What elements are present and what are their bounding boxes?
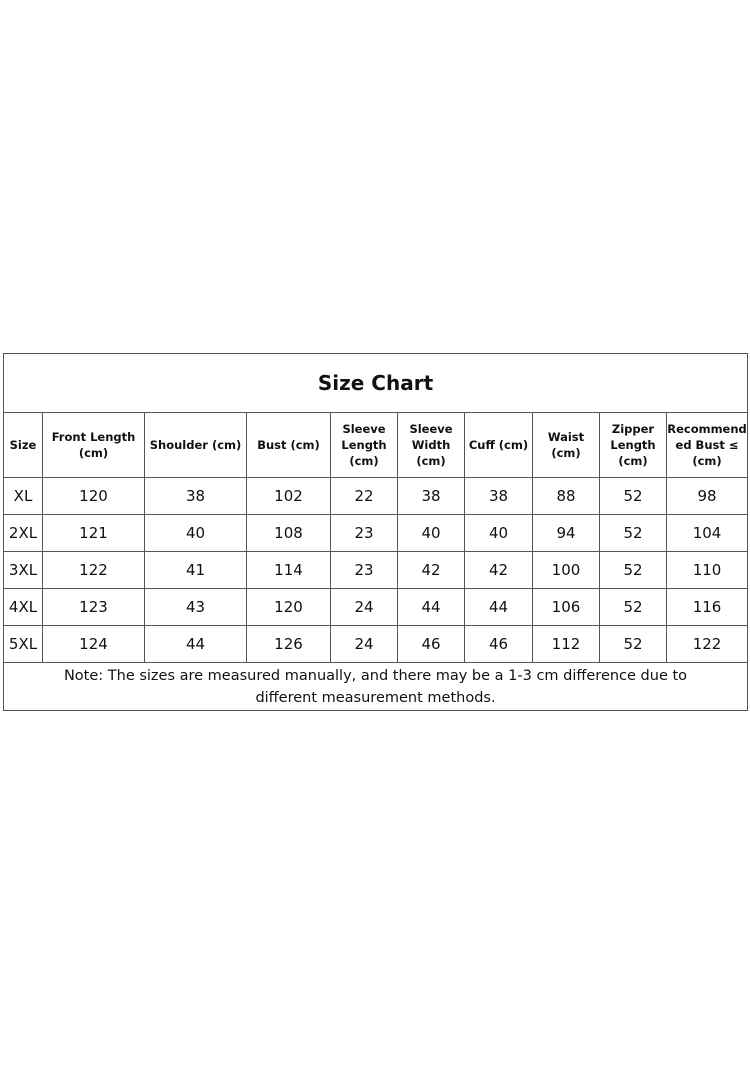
table-cell: 108 bbox=[247, 515, 331, 552]
table-cell: 120 bbox=[43, 478, 145, 515]
column-header: Size bbox=[4, 413, 43, 478]
table-cell: 104 bbox=[667, 515, 748, 552]
table-cell: 88 bbox=[533, 478, 600, 515]
table-cell: 98 bbox=[667, 478, 748, 515]
column-header: Sleeve Length (cm) bbox=[331, 413, 398, 478]
size-label-cell: 2XL bbox=[4, 515, 43, 552]
table-cell: 42 bbox=[465, 552, 533, 589]
note-row bbox=[4, 663, 748, 711]
column-header: Shoulder (cm) bbox=[145, 413, 247, 478]
table-row bbox=[4, 626, 748, 663]
table-cell: 124 bbox=[43, 626, 145, 663]
table-cell: 41 bbox=[145, 552, 247, 589]
table-cell: 121 bbox=[43, 515, 145, 552]
table-row bbox=[4, 478, 748, 515]
table-row bbox=[4, 589, 748, 626]
size-label-cell: 3XL bbox=[4, 552, 43, 589]
table-cell: 38 bbox=[398, 478, 465, 515]
table-cell: 52 bbox=[600, 478, 667, 515]
table-cell: 122 bbox=[43, 552, 145, 589]
table-cell: 40 bbox=[398, 515, 465, 552]
column-header: Recommend ed Bust ≤ (cm) bbox=[667, 413, 748, 478]
table-cell: 24 bbox=[331, 589, 398, 626]
table-cell: 106 bbox=[533, 589, 600, 626]
table-cell: 122 bbox=[667, 626, 748, 663]
table-cell: 52 bbox=[600, 552, 667, 589]
table-cell: 46 bbox=[398, 626, 465, 663]
chart-title: Size Chart bbox=[4, 354, 748, 413]
table-cell: 102 bbox=[247, 478, 331, 515]
table-cell: 23 bbox=[331, 515, 398, 552]
size-label-cell: 4XL bbox=[4, 589, 43, 626]
table-cell: 44 bbox=[398, 589, 465, 626]
table-cell: 40 bbox=[465, 515, 533, 552]
table-cell: 52 bbox=[600, 626, 667, 663]
column-header: Front Length (cm) bbox=[43, 413, 145, 478]
header-row bbox=[4, 413, 748, 478]
table-cell: 120 bbox=[247, 589, 331, 626]
table-cell: 38 bbox=[465, 478, 533, 515]
table-cell: 110 bbox=[667, 552, 748, 589]
table-cell: 24 bbox=[331, 626, 398, 663]
column-header: Cuff (cm) bbox=[465, 413, 533, 478]
table-cell: 100 bbox=[533, 552, 600, 589]
table-cell: 94 bbox=[533, 515, 600, 552]
size-label-cell: 5XL bbox=[4, 626, 43, 663]
table-cell: 52 bbox=[600, 515, 667, 552]
table-cell: 22 bbox=[331, 478, 398, 515]
size-label-cell: XL bbox=[4, 478, 43, 515]
table-cell: 23 bbox=[331, 552, 398, 589]
measurement-note: Note: The sizes are measured manually, and there may be a 1-3 cm difference due to different measurement methods. bbox=[4, 663, 748, 711]
table-cell: 42 bbox=[398, 552, 465, 589]
table-cell: 40 bbox=[145, 515, 247, 552]
size-chart-table bbox=[3, 353, 748, 711]
table-cell: 126 bbox=[247, 626, 331, 663]
table-cell: 116 bbox=[667, 589, 748, 626]
column-header: Bust (cm) bbox=[247, 413, 331, 478]
table-cell: 112 bbox=[533, 626, 600, 663]
table-cell: 44 bbox=[465, 589, 533, 626]
table-row bbox=[4, 515, 748, 552]
table-cell: 44 bbox=[145, 626, 247, 663]
table-cell: 46 bbox=[465, 626, 533, 663]
column-header: Sleeve Width (cm) bbox=[398, 413, 465, 478]
column-header: Zipper Length (cm) bbox=[600, 413, 667, 478]
table-cell: 52 bbox=[600, 589, 667, 626]
table-cell: 123 bbox=[43, 589, 145, 626]
size-chart bbox=[3, 353, 747, 711]
column-header: Waist (cm) bbox=[533, 413, 600, 478]
table-row bbox=[4, 552, 748, 589]
table-cell: 114 bbox=[247, 552, 331, 589]
table-cell: 43 bbox=[145, 589, 247, 626]
table-cell: 38 bbox=[145, 478, 247, 515]
